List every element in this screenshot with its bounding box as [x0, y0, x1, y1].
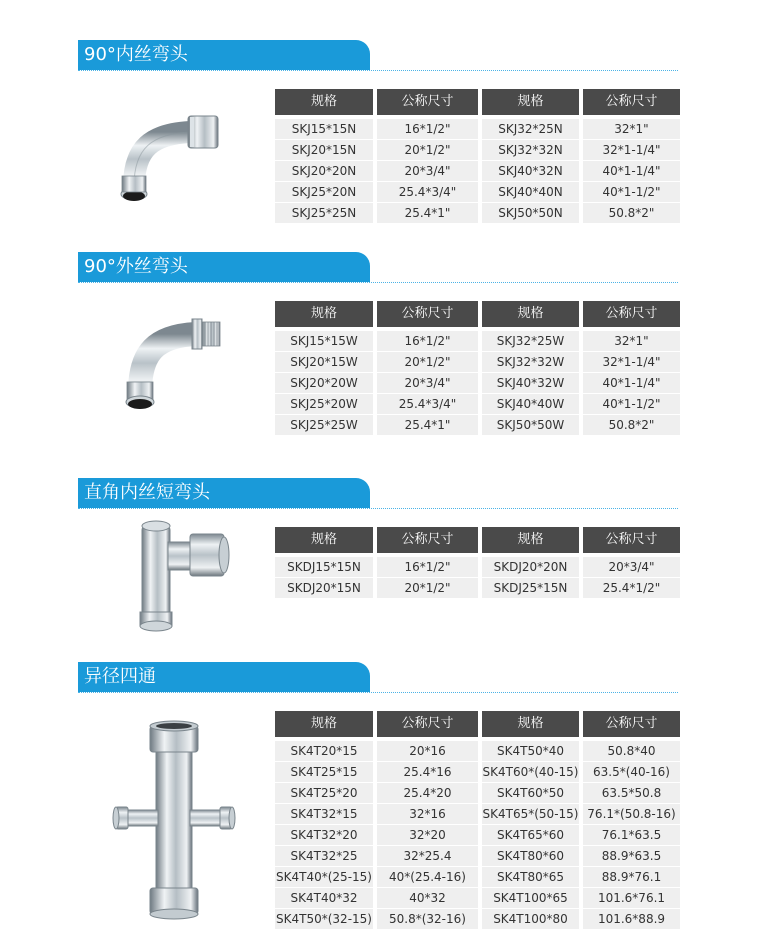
spec-model-cell: SKJ25*25W — [275, 415, 373, 435]
section-divider — [78, 282, 678, 283]
spec-model-cell: SK4T60*50 — [482, 783, 579, 803]
nominal-size-cell: 32*1-1/4" — [583, 140, 680, 160]
spec-model-cell: SK4T80*60 — [482, 846, 579, 866]
table-row — [275, 578, 680, 598]
table-header-cell: 公称尺寸 — [377, 89, 478, 115]
section-divider — [78, 692, 678, 693]
spec-model-cell: SKJ15*15W — [275, 331, 373, 351]
spec-model-cell: SKDJ20*20N — [482, 557, 579, 577]
spec-model-cell: SKJ20*15W — [275, 352, 373, 372]
table-row — [275, 182, 680, 202]
table-row — [275, 909, 680, 929]
nominal-size-cell: 25.4*1" — [377, 415, 478, 435]
nominal-size-cell: 20*1/2" — [377, 578, 478, 598]
nominal-size-cell: 25.4*1/2" — [583, 578, 680, 598]
spec-table — [275, 527, 680, 599]
nominal-size-cell: 101.6*88.9 — [583, 909, 680, 929]
nominal-size-cell: 20*3/4" — [583, 557, 680, 577]
spec-table — [275, 711, 680, 930]
table-row — [275, 373, 680, 393]
nominal-size-cell: 25.4*1" — [377, 203, 478, 223]
spec-model-cell: SK4T32*15 — [275, 804, 373, 824]
table-header-cell: 公称尺寸 — [583, 301, 680, 327]
nominal-size-cell: 40*1-1/4" — [583, 161, 680, 181]
nominal-size-cell: 88.9*76.1 — [583, 867, 680, 887]
table-row — [275, 161, 680, 181]
spec-model-cell: SK4T32*20 — [275, 825, 373, 845]
table-row — [275, 888, 680, 908]
spec-model-cell: SKJ40*40W — [482, 394, 579, 414]
section-short-right-angle-elbow — [0, 478, 770, 638]
nominal-size-cell: 63.5*50.8 — [583, 783, 680, 803]
spec-model-cell: SKJ40*40N — [482, 182, 579, 202]
nominal-size-cell: 40*(25.4-16) — [377, 867, 478, 887]
nominal-size-cell: 16*1/2" — [377, 119, 478, 139]
spec-model-cell: SK4T25*15 — [275, 762, 373, 782]
nominal-size-cell: 40*1-1/2" — [583, 182, 680, 202]
table-row — [275, 140, 680, 160]
table-header-row — [275, 89, 680, 115]
spec-model-cell: SK4T100*65 — [482, 888, 579, 908]
section-reducing-cross — [0, 662, 770, 950]
nominal-size-cell: 101.6*76.1 — [583, 888, 680, 908]
spec-model-cell: SK4T65*(50-15) — [482, 804, 579, 824]
section-divider — [78, 508, 678, 509]
table-row — [275, 119, 680, 139]
section-divider — [78, 70, 678, 71]
spec-model-cell: SK4T40*32 — [275, 888, 373, 908]
table-header-cell: 规格 — [482, 89, 579, 115]
spec-model-cell: SKJ20*15N — [275, 140, 373, 160]
table-header-cell: 公称尺寸 — [583, 711, 680, 737]
nominal-size-cell: 76.1*63.5 — [583, 825, 680, 845]
nominal-size-cell: 20*3/4" — [377, 373, 478, 393]
spec-model-cell: SK4T60*(40-15) — [482, 762, 579, 782]
table-row — [275, 867, 680, 887]
table-header-row — [275, 711, 680, 737]
nominal-size-cell: 32*1" — [583, 119, 680, 139]
nominal-size-cell: 32*20 — [377, 825, 478, 845]
table-row — [275, 331, 680, 351]
spec-model-cell: SKJ25*20N — [275, 182, 373, 202]
spec-model-cell: SKJ40*32W — [482, 373, 579, 393]
spec-model-cell: SKDJ20*15N — [275, 578, 373, 598]
nominal-size-cell: 88.9*63.5 — [583, 846, 680, 866]
nominal-size-cell: 50.8*2" — [583, 415, 680, 435]
internal-thread-elbow-image — [112, 108, 230, 208]
external-thread-elbow-image — [112, 306, 232, 416]
nominal-size-cell: 50.8*40 — [583, 741, 680, 761]
table-row — [275, 741, 680, 761]
spec-model-cell: SKJ32*32N — [482, 140, 579, 160]
spec-model-cell: SKJ40*32N — [482, 161, 579, 181]
spec-model-cell: SKJ25*25N — [275, 203, 373, 223]
nominal-size-cell: 32*25.4 — [377, 846, 478, 866]
table-header-cell: 公称尺寸 — [377, 711, 478, 737]
table-row — [275, 557, 680, 577]
spec-model-cell: SK4T25*20 — [275, 783, 373, 803]
spec-table — [275, 301, 680, 436]
table-header-cell: 规格 — [275, 527, 373, 553]
spec-model-cell: SKJ20*20W — [275, 373, 373, 393]
table-header-cell: 公称尺寸 — [377, 301, 478, 327]
reducing-cross-image — [110, 720, 240, 920]
short-right-angle-elbow-image — [128, 516, 238, 634]
spec-model-cell: SKJ32*32W — [482, 352, 579, 372]
table-row — [275, 415, 680, 435]
nominal-size-cell: 32*1" — [583, 331, 680, 351]
nominal-size-cell: 20*16 — [377, 741, 478, 761]
nominal-size-cell: 25.4*20 — [377, 783, 478, 803]
section-internal-thread-elbow — [0, 40, 770, 220]
table-header-cell: 规格 — [482, 301, 579, 327]
spec-model-cell: SKJ20*20N — [275, 161, 373, 181]
spec-model-cell: SKDJ25*15N — [482, 578, 579, 598]
spec-model-cell: SK4T20*15 — [275, 741, 373, 761]
table-header-cell: 规格 — [275, 711, 373, 737]
spec-model-cell: SKJ25*20W — [275, 394, 373, 414]
spec-model-cell: SK4T50*40 — [482, 741, 579, 761]
spec-model-cell: SKJ32*25N — [482, 119, 579, 139]
table-row — [275, 783, 680, 803]
table-header-cell: 公称尺寸 — [583, 89, 680, 115]
table-header-row — [275, 301, 680, 327]
nominal-size-cell: 63.5*(40-16) — [583, 762, 680, 782]
table-header-cell: 规格 — [275, 301, 373, 327]
table-header-cell: 公称尺寸 — [583, 527, 680, 553]
nominal-size-cell: 50.8*(32-16) — [377, 909, 478, 929]
nominal-size-cell: 20*3/4" — [377, 161, 478, 181]
nominal-size-cell: 20*1/2" — [377, 140, 478, 160]
table-header-cell: 规格 — [482, 527, 579, 553]
section-title: 90°外丝弯头 — [78, 252, 370, 282]
nominal-size-cell: 32*16 — [377, 804, 478, 824]
spec-model-cell: SKJ50*50N — [482, 203, 579, 223]
spec-model-cell: SK4T80*65 — [482, 867, 579, 887]
nominal-size-cell: 25.4*16 — [377, 762, 478, 782]
table-row — [275, 825, 680, 845]
table-header-cell: 规格 — [275, 89, 373, 115]
table-row — [275, 846, 680, 866]
table-row — [275, 762, 680, 782]
table-row — [275, 352, 680, 372]
nominal-size-cell: 76.1*(50.8-16) — [583, 804, 680, 824]
nominal-size-cell: 40*1-1/4" — [583, 373, 680, 393]
nominal-size-cell: 16*1/2" — [377, 557, 478, 577]
table-row — [275, 804, 680, 824]
section-title: 90°内丝弯头 — [78, 40, 370, 70]
nominal-size-cell: 40*1-1/2" — [583, 394, 680, 414]
spec-model-cell: SK4T100*80 — [482, 909, 579, 929]
table-header-cell: 公称尺寸 — [377, 527, 478, 553]
spec-model-cell: SK4T65*60 — [482, 825, 579, 845]
nominal-size-cell: 32*1-1/4" — [583, 352, 680, 372]
spec-model-cell: SKJ32*25W — [482, 331, 579, 351]
table-header-row — [275, 527, 680, 553]
spec-model-cell: SKJ50*50W — [482, 415, 579, 435]
nominal-size-cell: 20*1/2" — [377, 352, 478, 372]
table-row — [275, 394, 680, 414]
spec-model-cell: SK4T40*(25-15) — [275, 867, 373, 887]
section-title: 异径四通 — [78, 662, 370, 692]
table-header-cell: 规格 — [482, 711, 579, 737]
section-external-thread-elbow — [0, 252, 770, 432]
nominal-size-cell: 25.4*3/4" — [377, 394, 478, 414]
spec-table — [275, 89, 680, 224]
section-title: 直角内丝短弯头 — [78, 478, 370, 508]
spec-model-cell: SK4T50*(32-15) — [275, 909, 373, 929]
nominal-size-cell: 25.4*3/4" — [377, 182, 478, 202]
nominal-size-cell: 40*32 — [377, 888, 478, 908]
spec-model-cell: SKJ15*15N — [275, 119, 373, 139]
spec-model-cell: SK4T32*25 — [275, 846, 373, 866]
spec-model-cell: SKDJ15*15N — [275, 557, 373, 577]
nominal-size-cell: 50.8*2" — [583, 203, 680, 223]
table-row — [275, 203, 680, 223]
nominal-size-cell: 16*1/2" — [377, 331, 478, 351]
